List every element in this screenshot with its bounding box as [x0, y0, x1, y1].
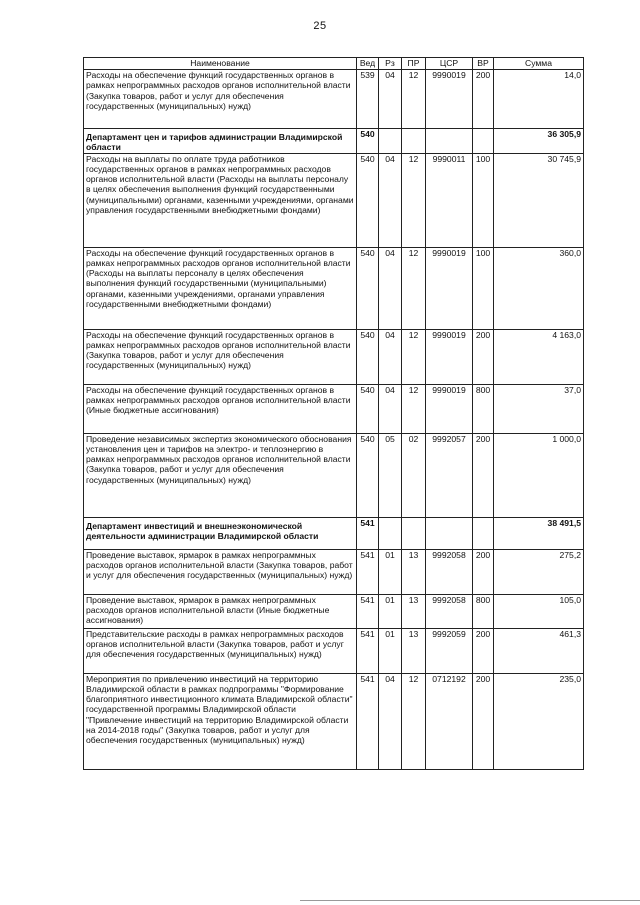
row-sum: 38 491,5 [494, 517, 584, 549]
row-csr: 0712192 [426, 673, 473, 769]
row-pr: 02 [402, 433, 426, 517]
row-pr: 13 [402, 628, 426, 673]
row-ved: 541 [357, 517, 379, 549]
budget-table [83, 57, 584, 770]
row-csr [426, 129, 473, 154]
row-sum: 235,0 [494, 673, 584, 769]
row-pr: 12 [402, 384, 426, 433]
row-vr: 100 [473, 153, 494, 247]
row-vr: 200 [473, 673, 494, 769]
header-rz: Рз [379, 58, 402, 70]
row-csr: 9992059 [426, 628, 473, 673]
table-row [84, 247, 584, 329]
row-csr [426, 517, 473, 549]
table-row [84, 673, 584, 769]
row-vr: 100 [473, 247, 494, 329]
table-row [84, 153, 584, 247]
row-sum: 275,2 [494, 549, 584, 594]
row-sum: 360,0 [494, 247, 584, 329]
table-row [84, 594, 584, 628]
row-name: Расходы на обеспечение функций государственных органов в рамках непрограммных расходов органов исполнительной власти (Закупка товаров, работ и услуг для обеспечения государственных (муниципальных) нужд) [84, 70, 357, 129]
row-vr: 200 [473, 70, 494, 129]
header-sum: Сумма [494, 58, 584, 70]
row-csr: 9990019 [426, 70, 473, 129]
row-name: Представительские расходы в рамках непрограммных расходов органов исполнительной власти (Закупка товаров, работ и услуг для обеспечения государственных (муниципальных) нужд) [84, 628, 357, 673]
row-vr: 800 [473, 384, 494, 433]
row-sum: 461,3 [494, 628, 584, 673]
row-rz: 01 [379, 628, 402, 673]
row-vr: 200 [473, 433, 494, 517]
row-csr: 9990019 [426, 247, 473, 329]
row-rz [379, 517, 402, 549]
table-header-row [84, 58, 584, 70]
row-vr: 200 [473, 628, 494, 673]
row-vr: 800 [473, 594, 494, 628]
row-pr: 12 [402, 673, 426, 769]
row-ved: 540 [357, 384, 379, 433]
row-ved: 540 [357, 153, 379, 247]
row-ved: 540 [357, 433, 379, 517]
row-rz: 01 [379, 549, 402, 594]
table-row [84, 329, 584, 384]
page-bottom-rule [300, 900, 640, 901]
row-sum: 1 000,0 [494, 433, 584, 517]
department-row [84, 517, 584, 549]
row-rz: 04 [379, 153, 402, 247]
row-csr: 9992057 [426, 433, 473, 517]
row-name: Департамент инвестиций и внешнеэкономической деятельности администрации Владимирской области [84, 517, 357, 549]
row-rz: 04 [379, 247, 402, 329]
row-name: Расходы на обеспечение функций государственных органов в рамках непрограммных расходов органов исполнительной власти (Расходы на выплаты персоналу в целях обеспечения выполнения функций государственными (муниципальными) органами, казенными учреждениями, органами управления государственными внебюджетными фондами) [84, 247, 357, 329]
row-pr: 12 [402, 247, 426, 329]
row-name: Мероприятия по привлечению инвестиций на территорию Владимирской области в рамках подпрограммы "Формирование благоприятного инвестиционного климата Владимирской области" государственной программы Владимирской области "Привлечение инвестиций на территорию Владимирской области на 2014-2018 годы" (Закупка товаров, работ и услуг для обеспечения государственных (муниципальных) нужд) [84, 673, 357, 769]
header-csr: ЦСР [426, 58, 473, 70]
row-ved: 541 [357, 549, 379, 594]
table-row [84, 549, 584, 594]
row-ved: 541 [357, 628, 379, 673]
row-name: Проведение выставок, ярмарок в рамках непрограммных расходов органов исполнительной власти (Закупка товаров, работ и услуг для обеспечения государственных (муниципальных) нужд) [84, 549, 357, 594]
row-csr: 9990011 [426, 153, 473, 247]
row-rz: 05 [379, 433, 402, 517]
row-ved: 540 [357, 129, 379, 154]
row-rz [379, 129, 402, 154]
row-pr: 12 [402, 329, 426, 384]
header-vr: ВР [473, 58, 494, 70]
department-row [84, 129, 584, 154]
row-rz: 04 [379, 384, 402, 433]
row-name: Расходы на выплаты по оплате труда работников государственных органов в рамках непрограммных расходов органов исполнительной власти (Расходы на выплаты персоналу в целях обеспечения выполнения функций государственными (муниципальными) органами, казенными учреждениями, органами управления государственными внебюджетными фондами) [84, 153, 357, 247]
row-sum: 36 305,9 [494, 129, 584, 154]
row-ved: 540 [357, 247, 379, 329]
table-row [84, 384, 584, 433]
header-ved: Вед [357, 58, 379, 70]
table-row [84, 70, 584, 129]
row-rz: 04 [379, 673, 402, 769]
page-number: 25 [313, 20, 327, 32]
row-name: Проведение выставок, ярмарок в рамках непрограммных расходов органов исполнительной власти (Иные бюджетные ассигнования) [84, 594, 357, 628]
row-pr: 12 [402, 153, 426, 247]
row-csr: 9990019 [426, 384, 473, 433]
row-ved: 541 [357, 673, 379, 769]
header-name: Наименование [84, 58, 357, 70]
row-name: Проведение независимых экспертиз экономического обоснования установления цен и тарифов на электро- и теплоэнергию в рамках непрограммных расходов органов исполнительной власти (Закупка товаров, работ и услуг для обеспечения государственных (муниципальных) нужд) [84, 433, 357, 517]
row-pr: 13 [402, 594, 426, 628]
table-row [84, 433, 584, 517]
header-pr: ПР [402, 58, 426, 70]
row-ved: 540 [357, 329, 379, 384]
row-name: Расходы на обеспечение функций государственных органов в рамках непрограммных расходов органов исполнительной власти (Иные бюджетные ассигнования) [84, 384, 357, 433]
row-pr [402, 129, 426, 154]
row-name: Расходы на обеспечение функций государственных органов в рамках непрограммных расходов органов исполнительной власти (Закупка товаров, работ и услуг для обеспечения государственных (муниципальных) нужд) [84, 329, 357, 384]
row-rz: 01 [379, 594, 402, 628]
row-pr: 12 [402, 70, 426, 129]
row-sum: 14,0 [494, 70, 584, 129]
row-sum: 37,0 [494, 384, 584, 433]
row-vr: 200 [473, 549, 494, 594]
table-row [84, 628, 584, 673]
row-sum: 4 163,0 [494, 329, 584, 384]
row-sum: 30 745,9 [494, 153, 584, 247]
row-csr: 9992058 [426, 594, 473, 628]
row-rz: 04 [379, 70, 402, 129]
row-vr [473, 129, 494, 154]
row-name: Департамент цен и тарифов администрации Владимирской области [84, 129, 357, 154]
row-csr: 9992058 [426, 549, 473, 594]
row-pr: 13 [402, 549, 426, 594]
row-pr [402, 517, 426, 549]
row-csr: 9990019 [426, 329, 473, 384]
row-sum: 105,0 [494, 594, 584, 628]
row-vr [473, 517, 494, 549]
row-ved: 541 [357, 594, 379, 628]
row-ved: 539 [357, 70, 379, 129]
row-rz: 04 [379, 329, 402, 384]
row-vr: 200 [473, 329, 494, 384]
